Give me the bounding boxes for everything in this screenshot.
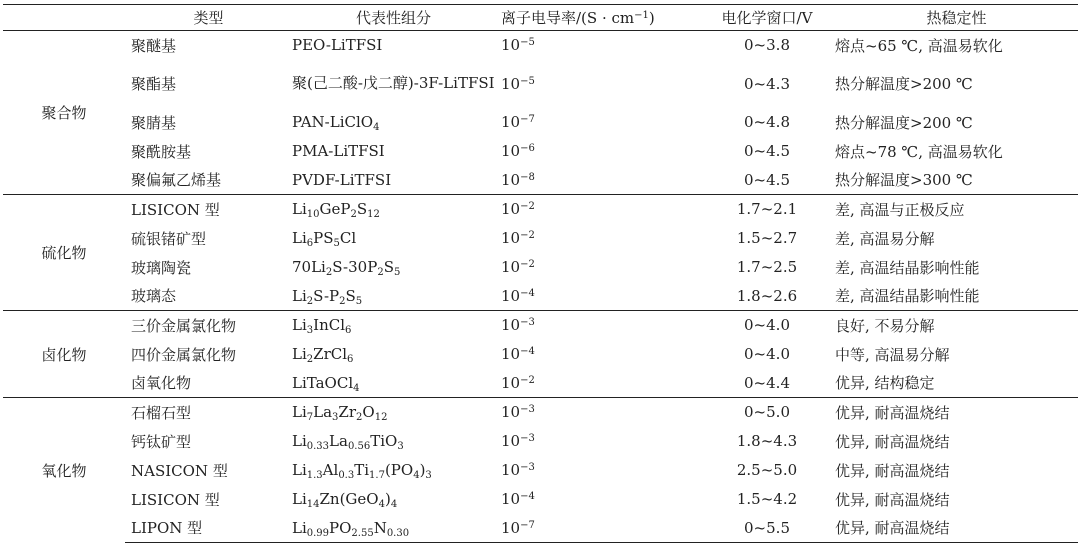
- formula-subscript: 0.3: [338, 470, 355, 481]
- type-cell: 聚酰胺基: [131, 142, 192, 161]
- conductivity-base: 10: [501, 518, 521, 537]
- component-cell: [286, 427, 495, 456]
- stability-cell: 差, 高温结晶影响性能: [835, 287, 980, 306]
- conductivity-cell: [495, 427, 701, 456]
- component-cell: [286, 485, 495, 514]
- table-row: [3, 485, 1078, 514]
- formula-part: TiO: [370, 432, 398, 450]
- formula-subscript: 3: [332, 412, 339, 424]
- header-conductivity-exponent: −1: [634, 10, 649, 21]
- header-type: 类型: [125, 5, 286, 31]
- category-cell: 硫化物: [3, 195, 125, 311]
- window-cell: 0~5.5: [701, 514, 833, 543]
- window-cell: 0~5.0: [701, 398, 833, 427]
- formula-part: PAN-LiClO: [292, 113, 374, 131]
- formula-part: S-P: [313, 286, 340, 305]
- conductivity-base: 10: [501, 113, 521, 131]
- formula-part: S: [356, 200, 368, 219]
- table-row: [3, 108, 1078, 137]
- formula-part: La: [313, 403, 333, 422]
- conductivity-cell: [495, 514, 701, 543]
- formula-subscript: 6: [345, 325, 352, 337]
- type-cell: LISICON 型: [131, 490, 220, 509]
- window-cell: 1.7~2.1: [701, 195, 833, 224]
- electrolyte-comparison-table: [3, 4, 1078, 543]
- formula-part: Zr: [338, 403, 357, 422]
- formula-subscript: 2: [306, 354, 314, 365]
- formula-subscript: 3: [306, 325, 314, 337]
- formula-part: PEO-LiTFSI: [292, 36, 383, 55]
- window-cell: 0~4.3: [744, 74, 790, 93]
- table-row: [3, 282, 1078, 311]
- formula-subscript: 6: [306, 238, 314, 249]
- conductivity-cell: [495, 253, 701, 282]
- conductivity-cell: [495, 398, 701, 427]
- component-cell: [286, 311, 495, 340]
- formula-part: S: [345, 286, 356, 305]
- formula-part: Li: [292, 518, 307, 537]
- table-row: [3, 224, 1078, 253]
- formula-part: Ti: [354, 461, 370, 479]
- window-cell: 0~3.8: [744, 36, 790, 55]
- stability-cell: 差, 高温与正极反应: [833, 195, 1078, 224]
- conductivity-base: 10: [501, 200, 521, 219]
- stability-cell: 优异, 耐高温烧结: [833, 514, 1078, 543]
- conductivity-base: 10: [501, 286, 521, 305]
- conductivity-exponent: −4: [520, 287, 535, 299]
- stability-cell: 熔点~78 ℃, 高温易软化: [835, 142, 1003, 161]
- window-cell: 1.5~4.2: [736, 490, 798, 508]
- window-cell: 0~4.0: [744, 345, 790, 363]
- stability-cell: 中等, 高温易分解: [835, 345, 950, 364]
- conductivity-cell: [495, 340, 701, 369]
- conductivity-cell: [495, 108, 701, 137]
- type-cell: 聚偏氟乙烯基: [131, 171, 222, 190]
- conductivity-cell: [495, 311, 701, 340]
- table-row: [3, 253, 1078, 282]
- formula-subscript: 4: [373, 122, 380, 133]
- table-row: [3, 311, 1078, 340]
- stability-cell: 良好, 不易分解: [833, 311, 1078, 340]
- formula-part: 聚(己二酸-戊二醇)-3F-LiTFSI: [292, 74, 495, 92]
- formula-subscript: 14: [306, 499, 320, 510]
- component-cell: [286, 456, 495, 485]
- formula-subscript: 2: [350, 209, 357, 221]
- table-row: [3, 369, 1078, 398]
- category-cell: 卤化物: [3, 311, 125, 398]
- formula-subscript: 4: [378, 499, 385, 510]
- type-cell: 聚腈基: [131, 113, 177, 132]
- header-stability: 热稳定性: [833, 5, 1078, 31]
- formula-subscript: 5: [333, 238, 340, 249]
- formula-part: S-30P: [332, 258, 378, 276]
- component-cell: [286, 31, 495, 60]
- header-category: [3, 5, 125, 31]
- component-cell: [286, 514, 495, 543]
- window-cell: 0~4.4: [744, 373, 790, 392]
- component-cell: [286, 369, 495, 398]
- table-row: [3, 195, 1078, 224]
- window-cell: 0~4.5: [744, 142, 790, 160]
- window-cell: 0~4.8: [744, 113, 790, 131]
- type-cell: 钙钛矿型: [131, 432, 192, 451]
- window-cell: 1.8~2.6: [736, 286, 798, 305]
- conductivity-exponent: −3: [520, 462, 535, 473]
- conductivity-cell: [495, 485, 701, 514]
- component-cell: [286, 108, 495, 137]
- formula-part: Li: [292, 316, 307, 335]
- component-cell: [286, 224, 495, 253]
- formula-subscript: 5: [355, 295, 363, 307]
- component-cell: [286, 340, 495, 369]
- stability-cell: 优异, 耐高温烧结: [835, 461, 950, 480]
- stability-cell: 优异, 结构稳定: [835, 374, 935, 393]
- conductivity-base: 10: [501, 258, 521, 276]
- window-cell: 0~4.0: [701, 311, 833, 340]
- formula-subscript: 2: [325, 267, 333, 278]
- type-cell: 石榴石型: [125, 398, 286, 427]
- conductivity-exponent: −2: [520, 374, 535, 386]
- formula-part: PS: [313, 229, 334, 247]
- formula-subscript: 7: [306, 412, 314, 424]
- header-conductivity: [495, 5, 701, 31]
- formula-subscript: 1.3: [306, 470, 323, 481]
- table-row: [3, 166, 1078, 195]
- window-cell: 1.8~4.3: [736, 432, 798, 450]
- type-cell: 卤氧化物: [131, 374, 192, 393]
- formula-subscript: 2: [339, 295, 346, 307]
- formula-part: O: [362, 403, 375, 422]
- conductivity-exponent: −3: [520, 433, 535, 444]
- table-row: [3, 60, 1078, 108]
- header-conductivity-text: 离子电导率/(S · cm: [501, 9, 635, 27]
- formula-subscript: 1.7: [369, 470, 385, 481]
- component-cell: [286, 60, 495, 108]
- conductivity-cell: [495, 137, 701, 166]
- conductivity-cell: [495, 195, 701, 224]
- conductivity-exponent: −3: [520, 317, 535, 329]
- conductivity-base: 10: [501, 432, 521, 450]
- formula-part: (PO: [384, 461, 414, 479]
- formula-part: PVDF-LiTFSI: [292, 170, 392, 189]
- conductivity-base: 10: [501, 74, 521, 93]
- conductivity-exponent: −6: [520, 143, 535, 154]
- conductivity-base: 10: [501, 403, 521, 422]
- conductivity-cell: [495, 282, 701, 311]
- formula-subscript: 3: [397, 441, 404, 452]
- conductivity-exponent: −2: [520, 201, 535, 213]
- header-conductivity-close: ): [648, 9, 655, 27]
- conductivity-base: 10: [501, 316, 521, 335]
- conductivity-exponent: −2: [520, 259, 535, 270]
- conductivity-cell: [495, 166, 701, 195]
- formula-part: LiTaOCl: [292, 373, 354, 392]
- type-cell: 玻璃陶瓷: [131, 258, 192, 277]
- formula-part: Li: [292, 490, 307, 508]
- formula-part: N: [373, 518, 387, 537]
- window-cell: 2.5~5.0: [736, 461, 798, 479]
- conductivity-base: 10: [501, 373, 521, 392]
- conductivity-exponent: −7: [520, 114, 535, 125]
- formula-part: PO: [329, 518, 352, 537]
- formula-part: La: [329, 432, 348, 450]
- formula-part: PMA-LiTFSI: [292, 142, 385, 160]
- type-cell: 聚醚基: [131, 36, 177, 55]
- conductivity-base: 10: [501, 490, 521, 508]
- header-window: 电化学窗口/V: [701, 5, 833, 31]
- header-row: [3, 5, 1078, 31]
- window-cell: 1.7~2.5: [736, 258, 798, 276]
- category-cell: 聚合物: [41, 104, 87, 122]
- type-cell: 玻璃态: [131, 287, 177, 306]
- conductivity-exponent: −2: [520, 230, 535, 241]
- table-row: [3, 137, 1078, 166]
- stability-cell: 优异, 耐高温烧结: [835, 432, 950, 451]
- formula-part: Li: [292, 200, 307, 219]
- type-cell: 三价金属氯化物: [125, 311, 286, 340]
- component-cell: [286, 398, 495, 427]
- window-cell: 1.5~2.7: [736, 229, 798, 247]
- formula-subscript: 3: [425, 470, 432, 481]
- table-row: [3, 398, 1078, 427]
- formula-subscript: 4: [413, 470, 420, 481]
- stability-cell: 热分解温度>200 ℃: [835, 75, 973, 93]
- formula-part: InCl: [313, 316, 346, 335]
- header-component: 代表性组分: [286, 5, 495, 31]
- conductivity-base: 10: [501, 345, 521, 363]
- formula-subscript: 2: [306, 295, 314, 307]
- type-cell: 聚酯基: [131, 75, 177, 93]
- formula-part: Li: [292, 229, 307, 247]
- stability-cell: 热分解温度>300 ℃: [835, 171, 973, 190]
- formula-part: Zn(GeO: [319, 490, 379, 508]
- type-cell: NASICON 型: [131, 461, 228, 480]
- conductivity-exponent: −5: [520, 75, 535, 87]
- formula-subscript: 4: [390, 499, 398, 510]
- conductivity-base: 10: [501, 170, 521, 189]
- table-row: [3, 427, 1078, 456]
- formula-part: Li: [292, 345, 307, 363]
- table-row: [3, 514, 1078, 543]
- stability-cell: 优异, 耐高温烧结: [833, 398, 1078, 427]
- component-cell: [286, 282, 495, 311]
- formula-part: ): [419, 461, 426, 479]
- formula-part: ): [384, 490, 391, 508]
- stability-cell: 差, 高温易分解: [835, 229, 935, 248]
- conductivity-base: 10: [501, 142, 521, 160]
- window-cell: 0~4.5: [744, 170, 790, 189]
- formula-part: Al: [322, 461, 339, 479]
- conductivity-base: 10: [501, 36, 521, 55]
- formula-subscript: 12: [374, 412, 388, 424]
- formula-part: Li: [292, 286, 307, 305]
- type-cell: 四价金属氯化物: [131, 345, 237, 364]
- conductivity-exponent: −3: [520, 404, 535, 416]
- conductivity-base: 10: [501, 229, 521, 247]
- type-cell: LIPON 型: [125, 514, 286, 543]
- formula-part: ZrCl: [313, 345, 348, 363]
- component-cell: [286, 137, 495, 166]
- conductivity-cell: [495, 224, 701, 253]
- stability-cell: 优异, 耐高温烧结: [835, 490, 950, 509]
- formula-subscript: 2: [377, 267, 384, 278]
- conductivity-cell: [495, 456, 701, 485]
- conductivity-cell: [495, 60, 701, 108]
- formula-part: GeP: [319, 200, 351, 219]
- formula-subscript: 0.30: [386, 527, 410, 539]
- table-row: [3, 340, 1078, 369]
- formula-subscript: 12: [367, 209, 380, 221]
- category-cell: 氧化物: [3, 398, 125, 543]
- table-row: [3, 31, 1078, 60]
- component-cell: [286, 253, 495, 282]
- formula-part: S: [383, 258, 394, 276]
- conductivity-exponent: −7: [520, 519, 535, 531]
- component-cell: [286, 166, 495, 195]
- type-cell: LISICON 型: [125, 195, 286, 224]
- formula-subscript: 6: [347, 354, 354, 365]
- formula-subscript: 0.99: [306, 527, 330, 539]
- conductivity-cell: [495, 369, 701, 398]
- table-body: [3, 31, 1078, 543]
- conductivity-base: 10: [501, 461, 521, 479]
- formula-subscript: 2: [356, 412, 363, 424]
- formula-subscript: 2.55: [351, 527, 374, 539]
- conductivity-exponent: −8: [520, 171, 535, 183]
- table-row: [3, 456, 1078, 485]
- conductivity-exponent: −5: [520, 37, 535, 49]
- conductivity-exponent: −4: [520, 491, 535, 502]
- formula-part: 70Li: [292, 258, 326, 276]
- formula-subscript: 10: [306, 209, 320, 221]
- conductivity-cell: [495, 31, 701, 60]
- conductivity-exponent: −4: [520, 346, 535, 357]
- formula-part: Li: [292, 403, 307, 422]
- formula-subscript: 0.33: [306, 441, 330, 452]
- formula-subscript: 0.56: [347, 441, 371, 452]
- formula-subscript: 4: [353, 382, 360, 394]
- formula-part: Li: [292, 461, 307, 479]
- component-cell: [286, 195, 495, 224]
- formula-part: Cl: [339, 229, 357, 247]
- formula-subscript: 5: [393, 267, 401, 278]
- formula-part: Li: [292, 432, 307, 450]
- stability-cell: 熔点~65 ℃, 高温易软化: [835, 36, 1003, 55]
- stability-cell: 热分解温度>200 ℃: [835, 113, 973, 132]
- type-cell: 硫银锗矿型: [131, 229, 207, 248]
- stability-cell: 差, 高温结晶影响性能: [835, 258, 980, 277]
